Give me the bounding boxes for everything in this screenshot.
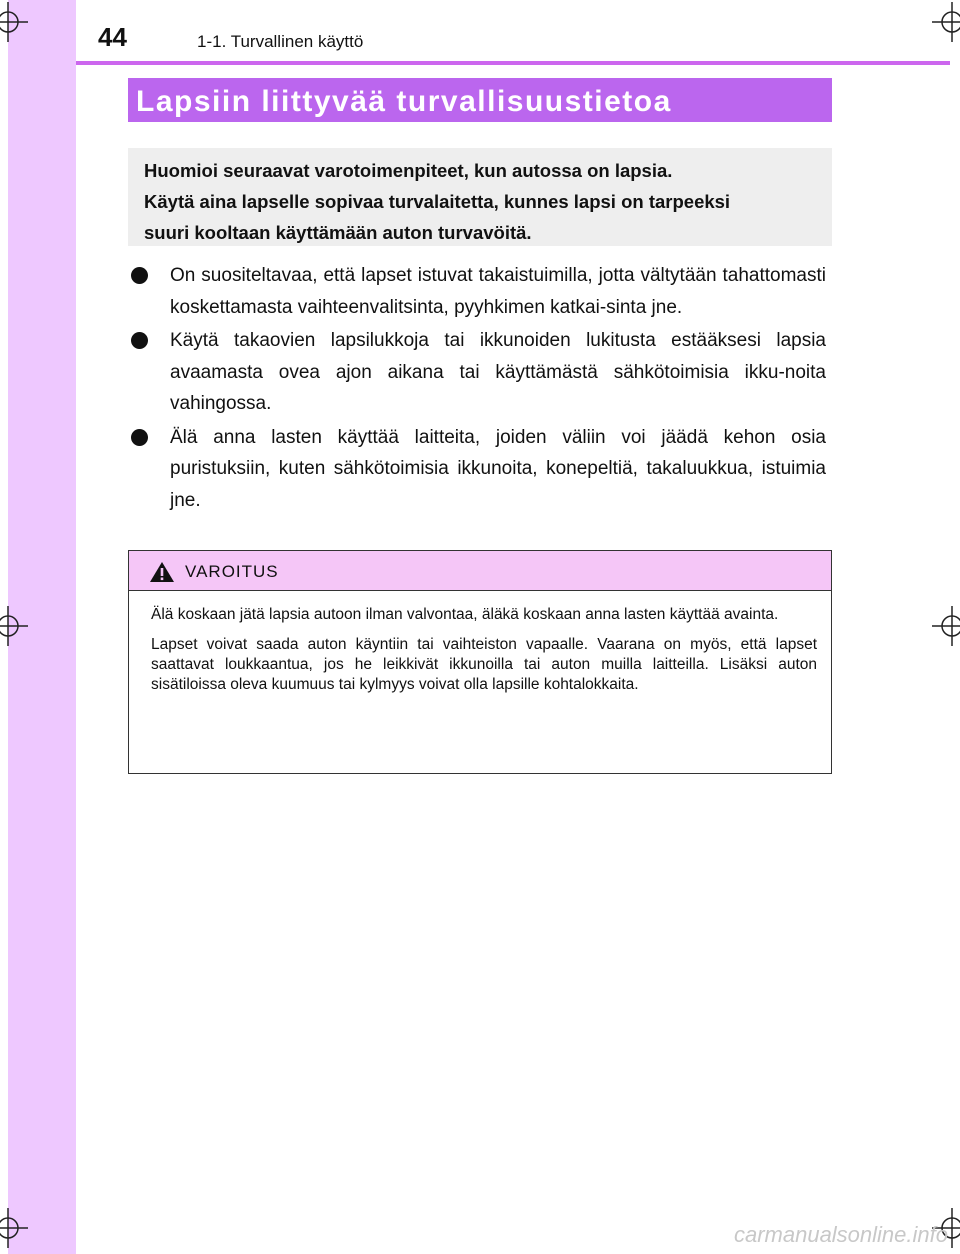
crop-mark-icon: [0, 2, 28, 42]
warning-paragraph: Älä koskaan jätä lapsia autoon ilman valvontaa, äläkä koskaan anna lasten käyttää avainta.: [151, 606, 779, 623]
warning-paragraph: Lapset voivat saada auton käyntiin tai vaihteiston vapaalle. Vaarana on myös, että lapset saattavat loukkaantua, jos he leikkivät ikkunoilla tai auton muilla laitteilla. Lisäksi auton sisätiloissa oleva kuumuus tai kylmyys voivat olla lapsille kohtalokkaita.: [151, 636, 817, 693]
bullet-item: [128, 422, 826, 517]
crop-mark-icon: [0, 1208, 28, 1248]
warning-box: [128, 550, 832, 774]
bullet-list: [128, 260, 826, 518]
breadcrumb: 1-1. Turvallinen käyttö: [197, 32, 364, 51]
crop-mark-icon: [932, 2, 960, 42]
warning-triangle-icon: [149, 561, 175, 583]
page-number: 44: [98, 22, 127, 52]
section-title-bar: [128, 78, 832, 122]
warning-header: [129, 551, 831, 591]
crop-mark-icon: [0, 606, 28, 646]
bullet-item: [128, 260, 826, 323]
intro-line: suuri kooltaan käyttämään auton turvavöitä.: [144, 222, 532, 243]
bullet-dot-icon: [131, 267, 148, 284]
bullet-text: Käytä takaovien lapsilukkoja tai ikkunoiden lukitusta estääksesi lapsia avaamasta ovea ajon aikana tai käyttämästä sähkötoimisia ikku-noita vahingossa.: [170, 330, 826, 414]
bullet-dot-icon: [131, 429, 148, 446]
warning-body: [129, 591, 831, 695]
intro-line: Huomioi seuraavat varotoimenpiteet, kun autossa on lapsia.: [144, 160, 673, 181]
section-title: Lapsiin liittyvää turvallisuustietoa: [136, 85, 672, 118]
crop-mark-icon: [932, 606, 960, 646]
footer-watermark: carmanualsonline.info: [733, 1222, 948, 1247]
bullet-item: [128, 325, 826, 420]
bullet-text: On suositeltavaa, että lapset istuvat takaistuimilla, jotta vältytään tahattomasti koskettamasta vaihteenvalitsinta, pyyhkimen katkai-sinta jne.: [170, 265, 826, 318]
intro-line: Käytä aina lapselle sopivaa turvalaitetta, kunnes lapsi on tarpeeksi: [144, 191, 731, 212]
warning-label: VAROITUS: [185, 562, 279, 581]
intro-box: [128, 148, 832, 246]
bullet-dot-icon: [131, 332, 148, 349]
header-divider: [76, 61, 950, 65]
bullet-text: Älä anna lasten käyttää laitteita, joiden väliin voi jäädä kehon osia puristuksiin, kuten sähkötoimisia ikkunoita, konepeltiä, takaluukkua, istuimia jne.: [170, 426, 826, 511]
